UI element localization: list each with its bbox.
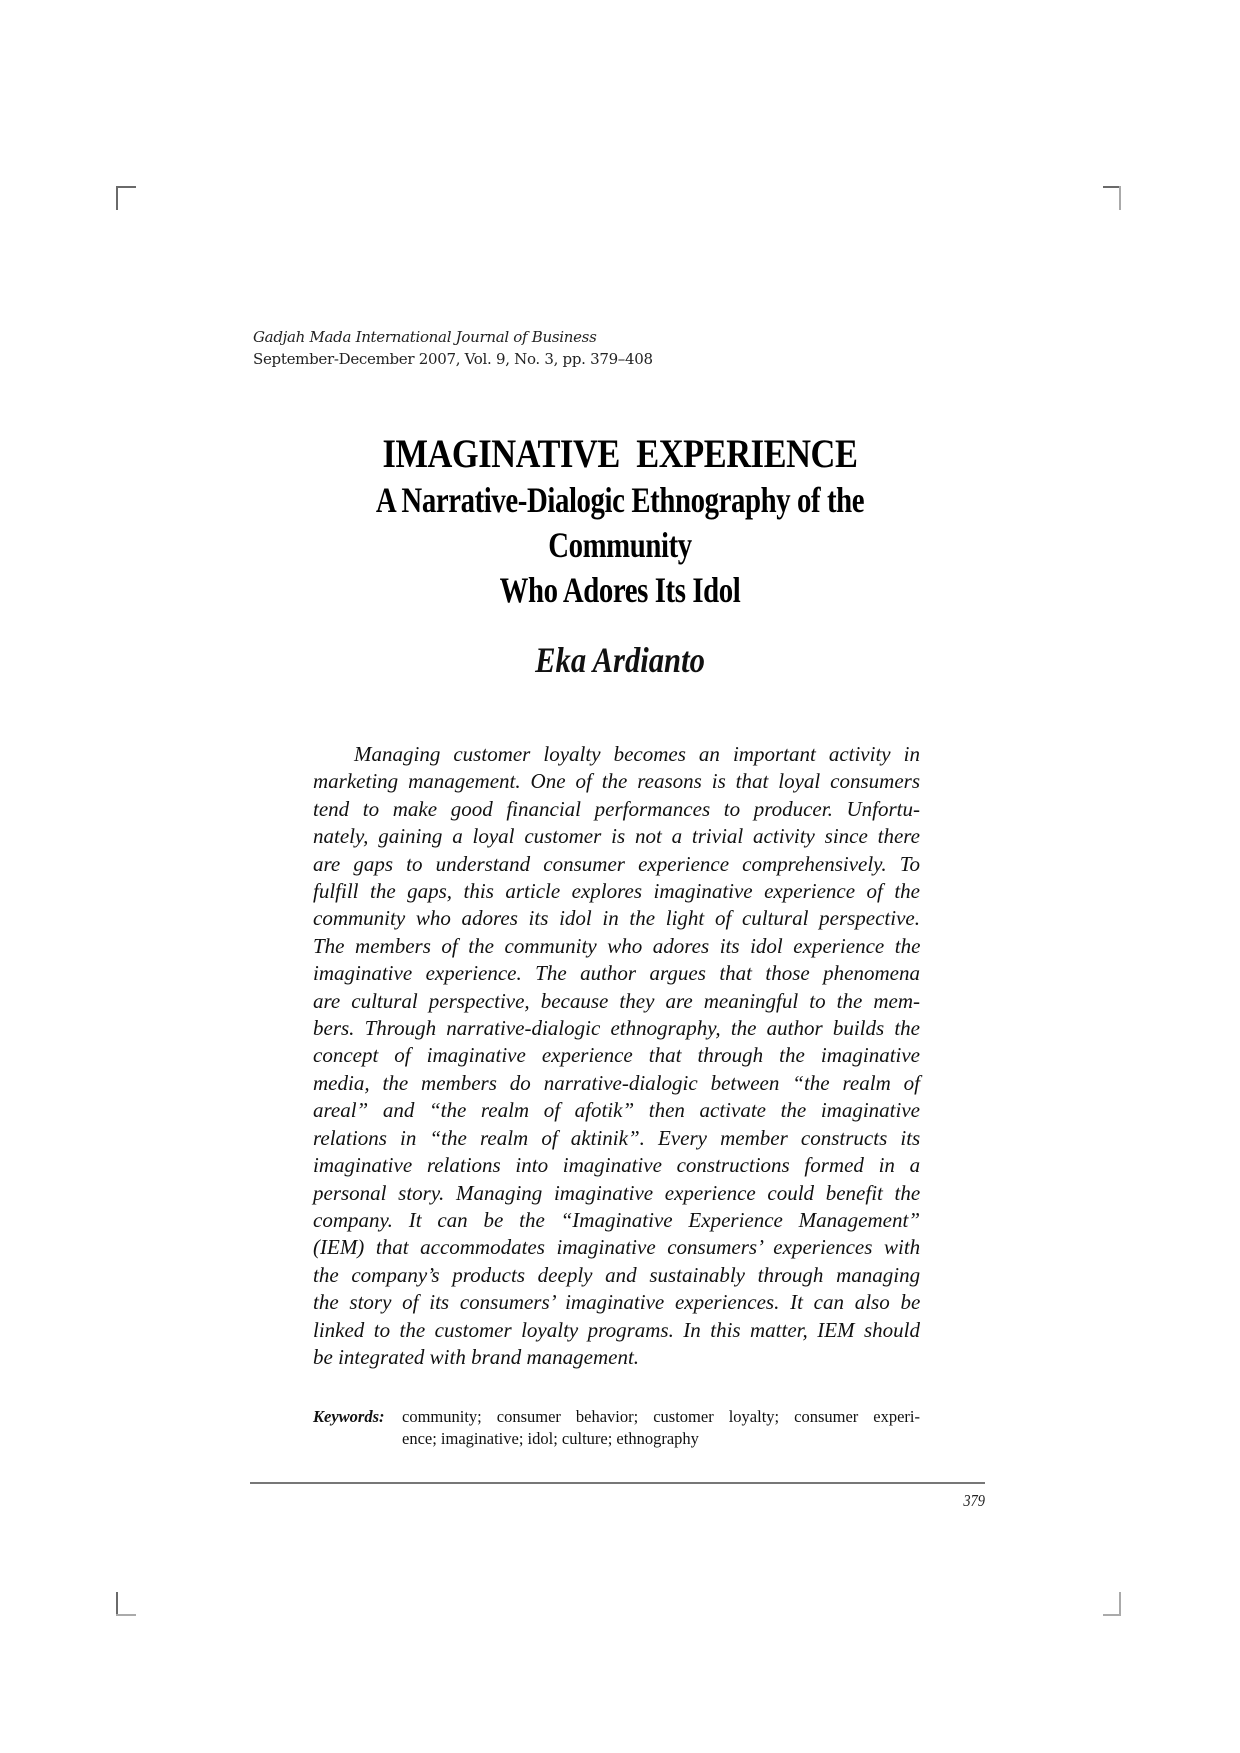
crop-mark-bottom-left-h: [116, 1614, 136, 1616]
abstract-line: Managing customer loyalty becomes an important activity in: [354, 742, 920, 766]
abstract-line: imaginative relations into imaginative constructions formed in a: [313, 1153, 921, 1178]
keywords-list: [402, 1406, 920, 1450]
abstract-line: are gaps to understand consumer experience comprehensively. To: [313, 851, 920, 876]
abstract-line: relations in “the realm of aktinik”. Every member constructs its: [313, 1125, 921, 1150]
article-subtitle-line-2: Who Adores Its Idol: [499, 570, 741, 610]
footer-rule: [250, 1482, 985, 1484]
abstract-line: areal” and “the realm of afotik” then activate the imaginative: [313, 1098, 920, 1123]
abstract-line: community who adores its idol in the light of cultural perspective.: [313, 906, 920, 931]
article-title: IMAGINATIVE EXPERIENCE: [382, 431, 858, 476]
abstract-line: (IEM) that accommodates imaginative consumers’ experiences with: [313, 1235, 921, 1260]
abstract-line: concept of imaginative experience that through the imaginative: [313, 1043, 920, 1068]
abstract-line: the company’s products deeply and sustainably through managing: [313, 1262, 921, 1287]
crop-mark-bottom-right-v: [1119, 1592, 1121, 1616]
abstract-line: bers. Through narrative-dialogic ethnography, the author builds the: [313, 1016, 920, 1041]
keywords-line: ence; imaginative; idol; culture; ethnography: [402, 1429, 699, 1448]
crop-mark-top-right-v: [1119, 186, 1121, 210]
article-subtitle-line-1: A Narrative-Dialogic Ethnography of the Community: [375, 480, 865, 565]
abstract-line: are cultural perspective, because they are meaningful to the mem-: [313, 988, 920, 1013]
crop-mark-top-left-v: [116, 186, 118, 210]
journal-header: [253, 326, 653, 370]
abstract-line: media, the members do narrative-dialogic between “the realm of: [313, 1070, 920, 1095]
abstract-line: personal story. Managing imaginative experience could benefit the: [313, 1180, 921, 1205]
journal-name: Gadjah Mada International Journal of Business: [253, 328, 597, 346]
abstract-line: tend to make good financial performances to producer. Unfortu-: [313, 796, 920, 821]
abstract-line: nately, gaining a loyal customer is not a trivial activity since there: [313, 824, 920, 849]
title-block: [240, 430, 1000, 613]
abstract-line: The members of the community who adores its idol experience the: [313, 933, 921, 958]
abstract-line: imaginative experience. The author argues that those phenomena: [313, 961, 920, 986]
abstract-line: marketing management. One of the reasons is that loyal consumers: [313, 769, 921, 794]
keywords-line: community; consumer behavior; customer loyalty; consumer experi-: [402, 1407, 920, 1426]
abstract: [313, 741, 920, 1371]
keywords-label: Keywords:: [313, 1407, 385, 1426]
page-number: 379: [963, 1491, 985, 1510]
abstract-line: the story of its consumers’ imaginative experiences. It can also be: [313, 1290, 921, 1315]
abstract-line: fulfill the gaps, this article explores imaginative experience of the: [313, 879, 920, 904]
abstract-line: linked to the customer loyalty programs. In this matter, IEM should: [313, 1317, 920, 1342]
crop-mark-top-left-h: [116, 186, 136, 188]
issue-info: September-December 2007, Vol. 9, No. 3, pp. 379–408: [253, 350, 653, 368]
author-name: Eka Ardianto: [535, 640, 705, 680]
crop-mark-bottom-left-v: [116, 1592, 118, 1616]
abstract-line: company. It can be the “Imaginative Experience Management”: [313, 1207, 920, 1232]
abstract-line: be integrated with brand management.: [313, 1344, 640, 1369]
crop-mark-bottom-right-h: [1103, 1614, 1121, 1616]
